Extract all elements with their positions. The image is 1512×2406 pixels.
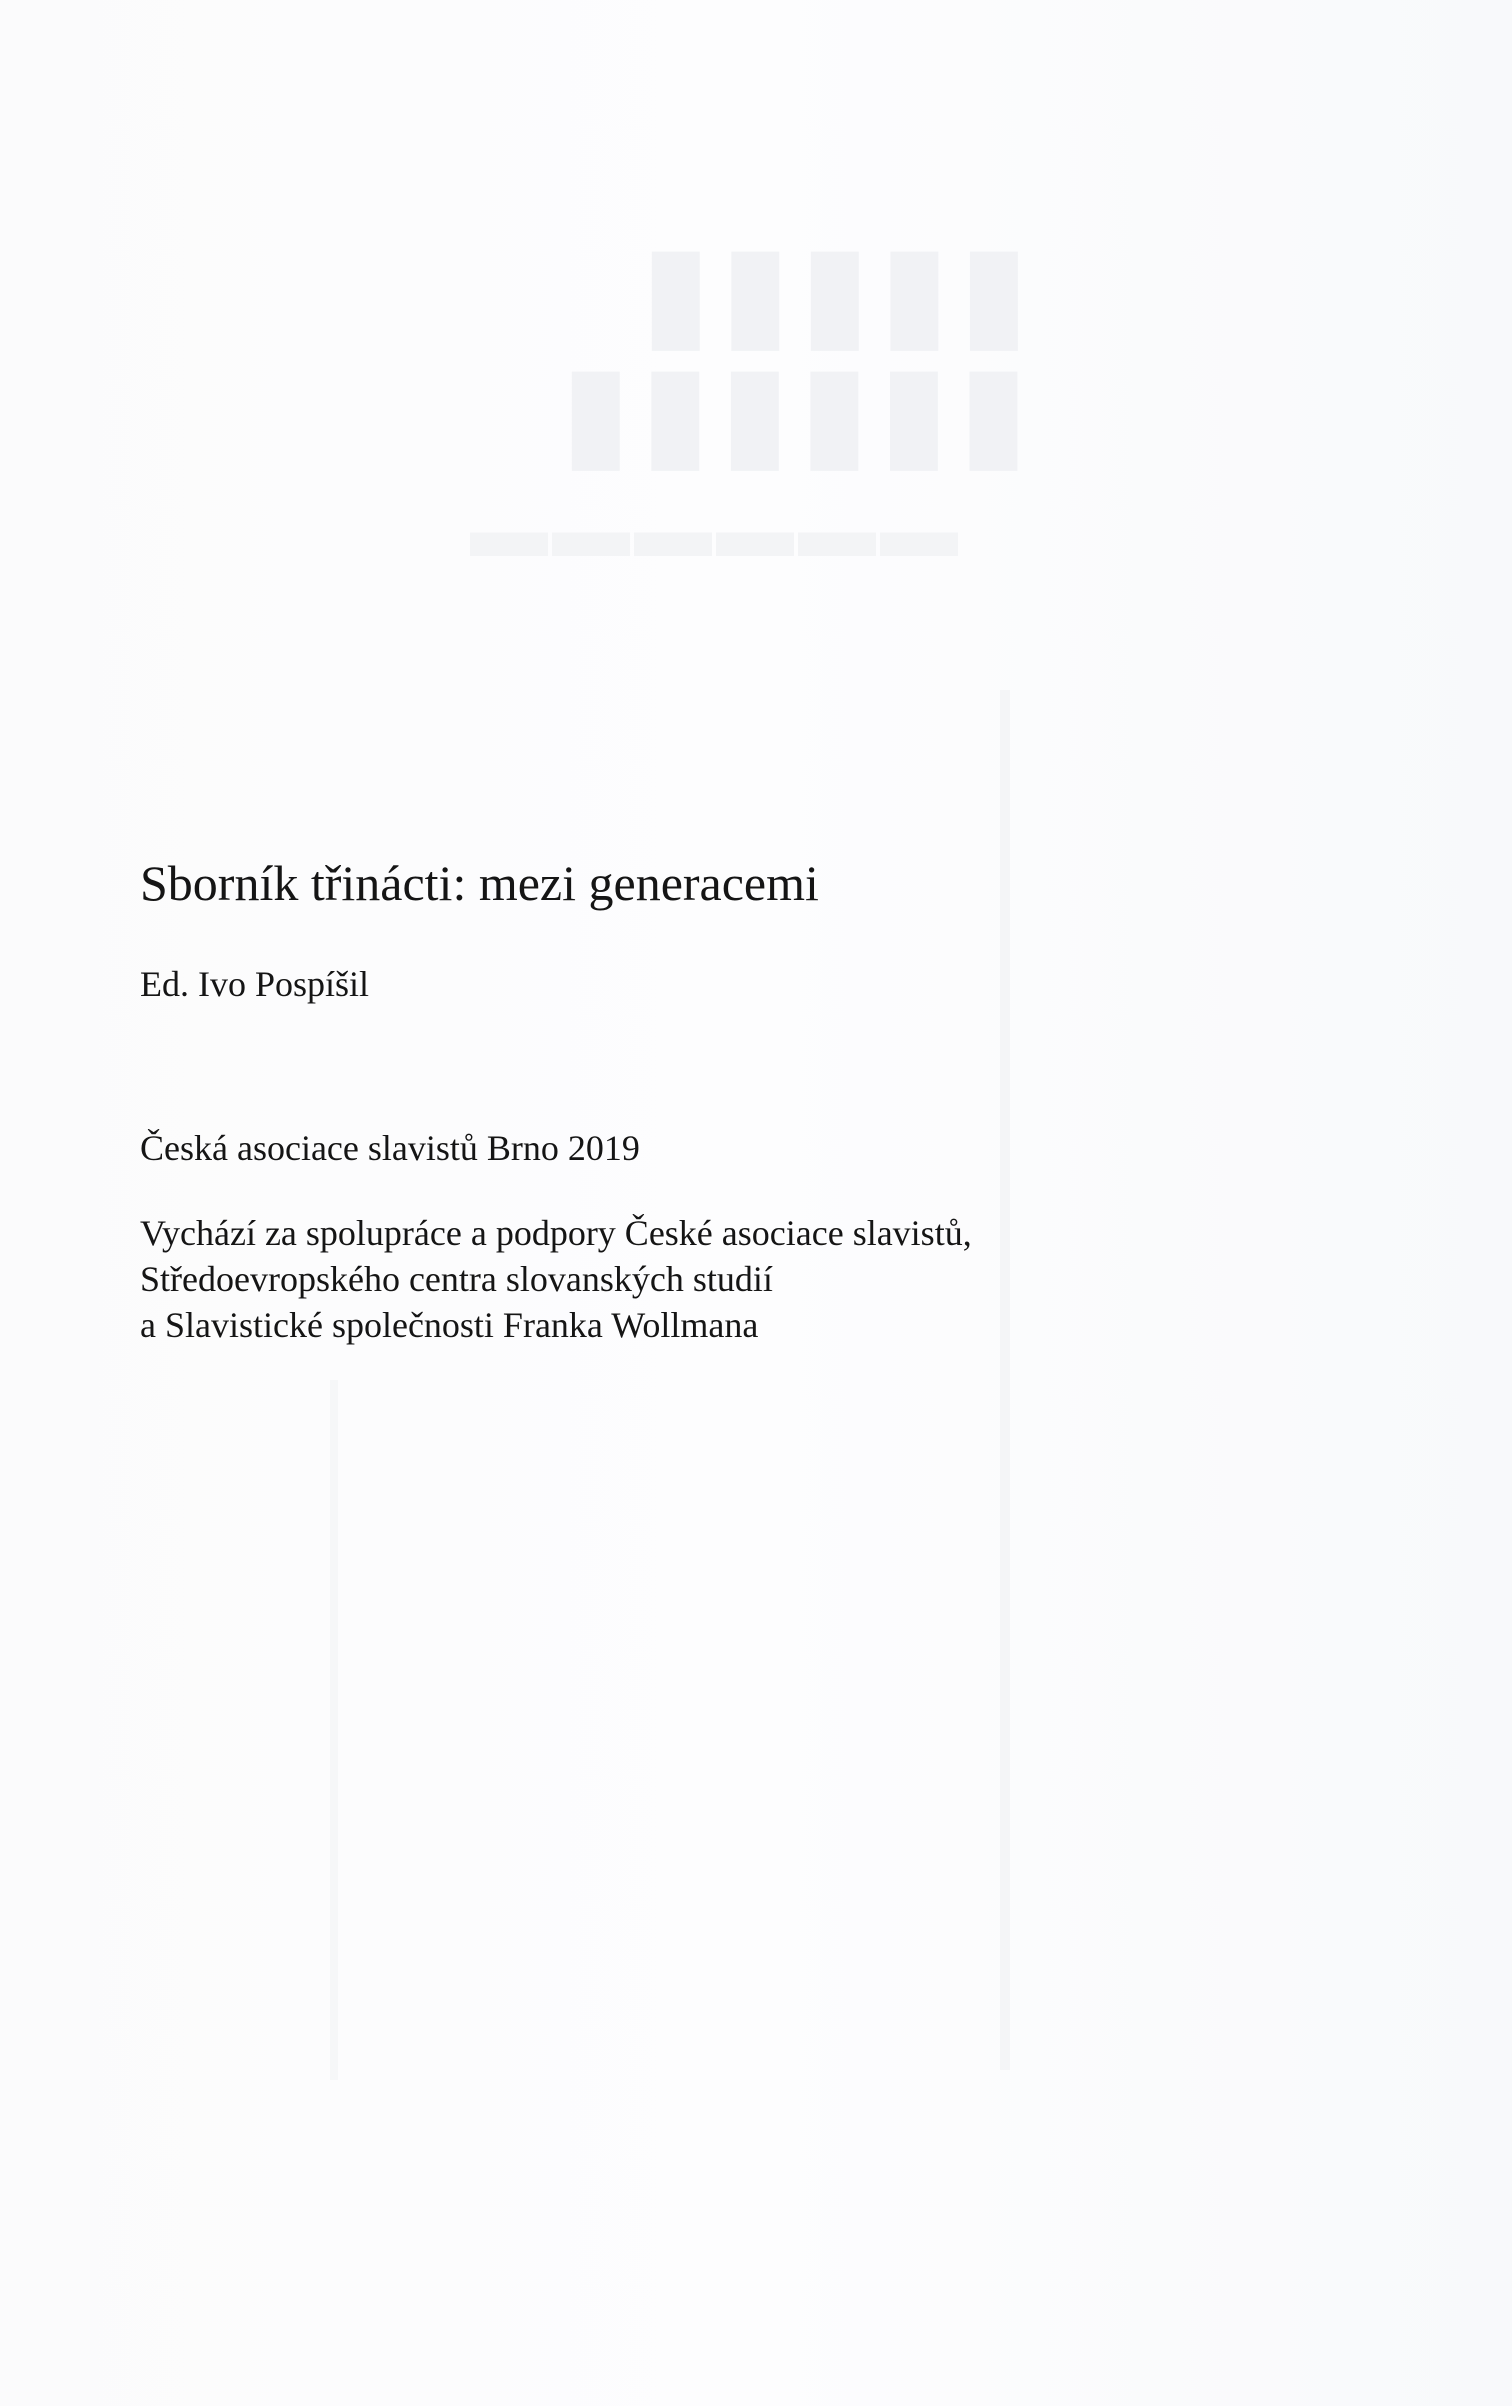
support-statement (140, 1210, 972, 1348)
support-line: Středoevropského centra slovanských studií (140, 1259, 773, 1299)
show-through-decoration: ▬▬▬▬▬▬ (470, 485, 962, 573)
show-through-decoration (330, 1380, 338, 2080)
show-through-decoration: ▮▮▮▮▮ (640, 217, 1038, 363)
support-line: a Slavistické společnosti Franka Wollmana (140, 1305, 759, 1345)
book-title: Sborník třinácti: mezi generacemi (140, 855, 819, 911)
editor-credit: Ed. Ivo Pospíšil (140, 964, 370, 1004)
support-line: Vychází za spolupráce a podpory České asociace slavistů, (140, 1213, 972, 1253)
show-through-decoration: ▮▮▮▮▮▮ (560, 337, 1038, 483)
publisher-line: Česká asociace slavistů Brno 2019 (140, 1128, 640, 1168)
show-through-decoration (1000, 690, 1010, 2070)
